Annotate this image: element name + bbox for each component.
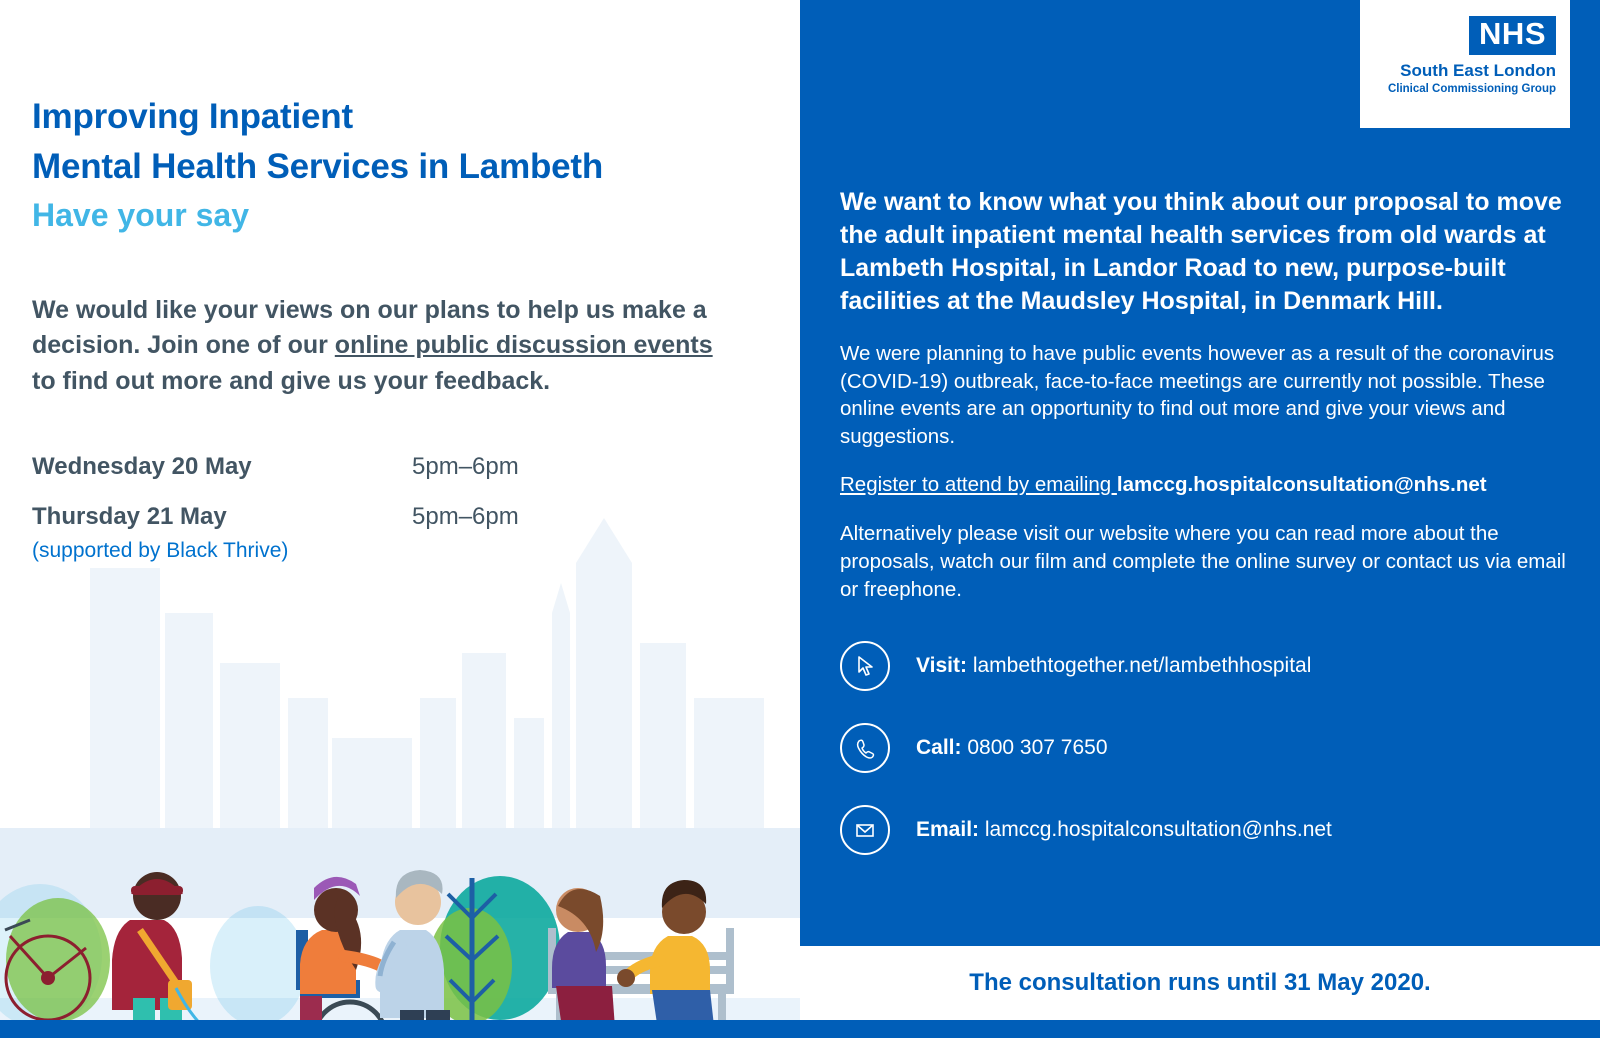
people-illustration (0, 698, 800, 1038)
person-seated-left (552, 888, 618, 1038)
covid-paragraph: We were planning to have public events however as a result of the coronavirus (COVID-19) outbreak, face-to-face meetings are currently not possible. These online events are an opportunity to find out more and give your views and suggestions. (840, 342, 1555, 449)
left-content (0, 0, 800, 563)
event-note: (supported by Black Thrive) (32, 539, 289, 563)
event-time: 5pm–6pm (412, 503, 519, 531)
page-title (32, 92, 760, 191)
contact-call-value[interactable]: 0800 307 7650 (967, 736, 1108, 760)
title-line-2: Mental Health Services in Lambeth (32, 146, 604, 186)
contact-visit[interactable] (840, 641, 1574, 691)
bottom-bar (0, 1020, 1600, 1038)
right-content (840, 186, 1574, 887)
contact-email[interactable] (840, 805, 1574, 855)
nhs-logo (1360, 0, 1570, 128)
nhs-org-sub: Clinical Commissioning Group (1387, 83, 1556, 96)
page-subtitle: Have your say (32, 197, 250, 234)
event-day: Wednesday 20 May (32, 453, 252, 481)
event-time: 5pm–6pm (412, 453, 519, 481)
contacts-list (840, 641, 1574, 855)
nhs-org-name: South East London (1400, 60, 1556, 80)
contact-visit-text (916, 654, 1311, 678)
events-list (32, 453, 760, 563)
list-item (32, 503, 760, 531)
cursor-icon (840, 641, 890, 691)
website-paragraph: Alternatively please visit our website where you can read more about the proposals, watch our film and complete the online survey or contact us via email or freephone. (840, 522, 1566, 601)
event-day: Thursday 21 May (32, 503, 227, 531)
nhs-wordmark: NHS (1469, 16, 1556, 55)
lead-link-events[interactable]: online public discussion events (334, 331, 713, 360)
contact-email-text (916, 818, 1332, 842)
register-prefix: Register to attend by emailing (840, 472, 1117, 496)
right-panel (800, 0, 1600, 1038)
lead-text-part-2: to find out more and give us your feedback. (32, 366, 551, 395)
title-line-1: Improving Inpatient (32, 97, 353, 136)
lead-paragraph (32, 293, 722, 400)
envelope-icon (840, 805, 890, 855)
lead-text-part-1: We would like your views on our plans to help us make a decision. Join one of our (32, 295, 707, 360)
list-item (32, 453, 760, 481)
contact-email-value[interactable]: lamccg.hospitalconsultation@nhs.net (984, 818, 1332, 842)
proposal-headline: We want to know what you think about our proposal to move the adult inpatient mental health services from old wards at Lambeth Hospital, in Landor Road to new, purpose-built facilities at the Maudsley Hospital, in Denmark Hill. (840, 188, 1562, 315)
footer-strip (800, 946, 1600, 1020)
register-line (840, 471, 1574, 499)
contact-call-text (916, 736, 1108, 760)
contact-visit-value[interactable]: lambethtogether.net/lambethhospital (972, 654, 1312, 678)
phone-icon (840, 723, 890, 773)
consultation-deadline: The consultation runs until 31 May 2020. (969, 969, 1431, 996)
contact-visit-label: Visit: (916, 654, 967, 678)
contact-email-label: Email: (916, 818, 980, 842)
contact-call[interactable] (840, 723, 1574, 773)
contact-call-label: Call: (916, 736, 962, 760)
register-email-link[interactable]: lamccg.hospitalconsultation@nhs.net (1116, 472, 1487, 496)
